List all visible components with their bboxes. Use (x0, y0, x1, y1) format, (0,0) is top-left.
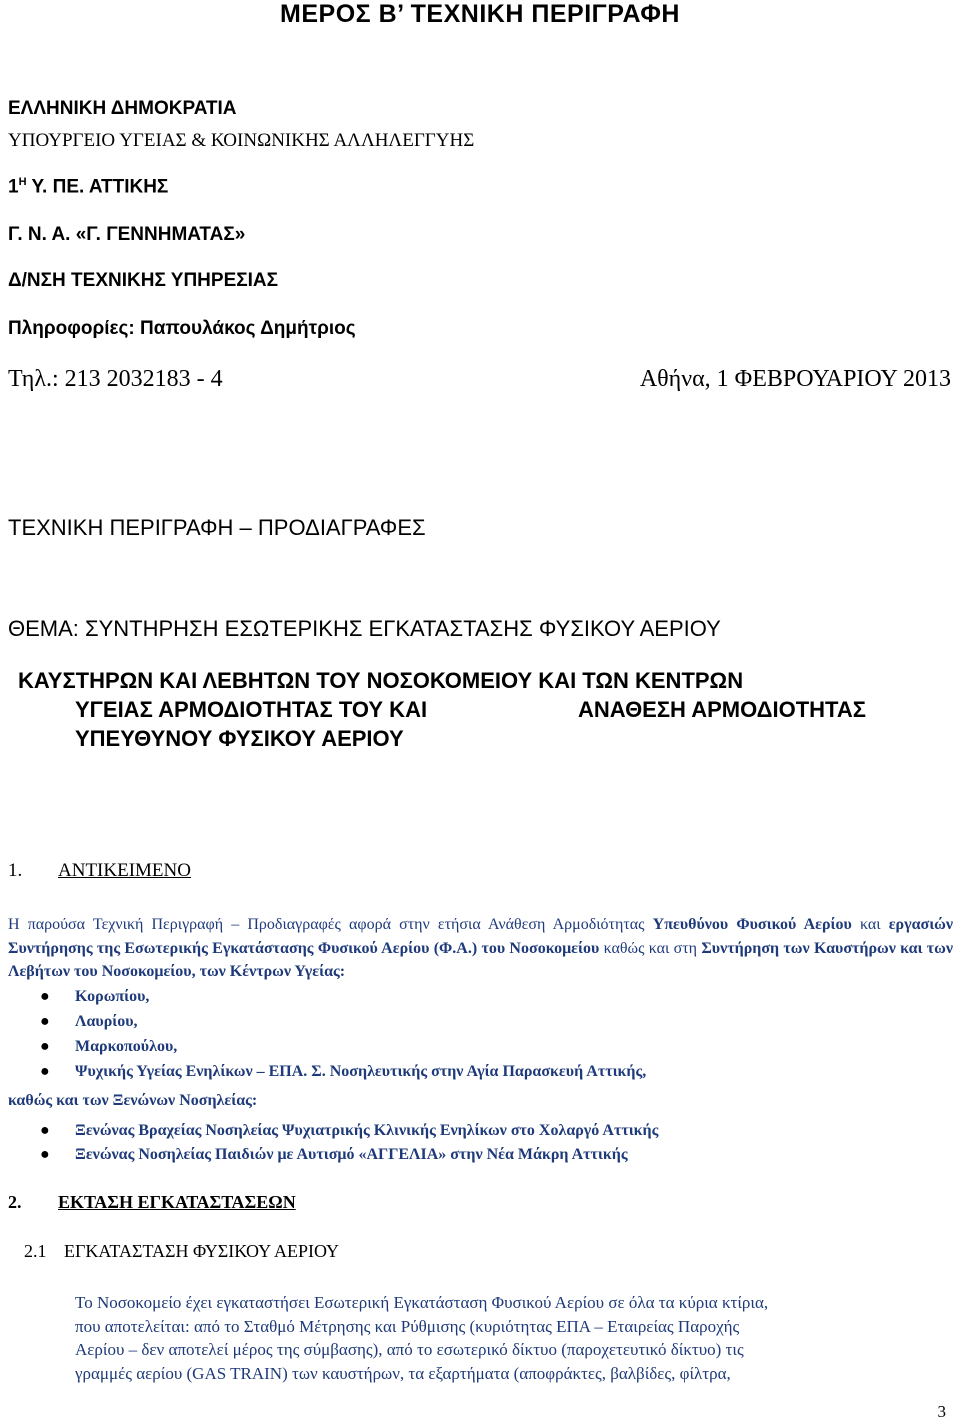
para-text-1: Η παρούσα Τεχνική Περιγραφή – Προδιαγραφές αφορά στην ετήσια Ανάθεση Αρμοδιότητας (8, 916, 645, 933)
subject-line-3b: ΑΝΑΘΕΣΗ ΑΡΜΟΔΙΟΤΗΤΑΣ (578, 697, 866, 722)
subject-line-3a: ΥΓΕΙΑΣ ΑΡΜΟΔΙΟΤΗΤΑΣ ΤΟΥ ΚΑΙ (75, 697, 428, 722)
department-header: Δ/ΝΣΗ ΤΕΧΝΙΚΗΣ ΥΠΗΡΕΣΙΑΣ (8, 270, 279, 291)
section-2-1-body (75, 1291, 935, 1385)
page-title: ΜΕΡΟΣ Β’ ΤΕΧΝΙΚΗ ΠΕΡΙΓΡΑΦΗ (280, 0, 680, 28)
section-2-1-title: ΕΓΚΑΤΑΣΤΑΣΗ ΦΥΣΙΚΟΥ ΑΕΡΙΟΥ (64, 1241, 340, 1261)
bullet-icon: ● (40, 1122, 50, 1139)
phone-line: Τηλ.: 213 2032183 - 4 (8, 366, 223, 392)
body-line: που αποτελείται: από το Σταθμό Μέτρησης και Ρύθμισης (κυριότητας ΕΠΑ – Εταιρείας Παροχής (75, 1316, 740, 1336)
ype-header (8, 176, 168, 198)
ministry-header: ΥΠΟΥΡΓΕΙΟ ΥΓΕΙΑΣ & ΚΟΙΝΩΝΙΚΗΣ ΑΛΛΗΛΕΓΓΥΗΣ (8, 130, 475, 151)
para-text-6: Συντήρηση των Καυστήρων και των Λεβήτων του Νοσοκομείου, των Κέντρων Υγείας: (8, 939, 953, 980)
republic-header: ΕΛΛΗΝΙΚΗ ΔΗΜΟΚΡΑΤΙΑ (8, 98, 237, 119)
para-text-2: Υπευθύνου Φυσικού Αερίου (652, 916, 852, 933)
ype-number: 1 (8, 176, 19, 198)
ype-superscript: Η (18, 176, 27, 188)
para-text-3: και (859, 916, 881, 933)
bullet-icon: ● (40, 1063, 50, 1080)
bullet-icon: ● (40, 1146, 50, 1163)
hostels-intro: καθώς και των Ξενώνων Νοσηλείας: (8, 1092, 258, 1109)
bullet-icon: ● (40, 988, 50, 1005)
ype-rest: Υ. ΠΕ. ΑΤΤΙΚΗΣ (26, 176, 169, 198)
bullet-icon: ● (40, 1038, 50, 1055)
subject-line-2: ΚΑΥΣΤΗΡΩΝ ΚΑΙ ΛΕΒΗΤΩΝ ΤΟΥ ΝΟΣΟΚΟΜΕΙΟΥ ΚΑΙ ΤΩΝ ΚΕΝΤΡΩΝ (18, 668, 744, 693)
hospital-header: Γ. Ν. Α. «Γ. ΓΕΝΝΗΜΑΤΑΣ» (8, 224, 246, 245)
para-text-4: εργασιών Συντήρησης της Εσωτερικής Εγκατάστασης Φυσικού Αερίου (Φ.Α.) του Νοσοκομείου (8, 916, 954, 957)
body-line: γραμμές αερίου (GAS TRAIN) των καυστήρων, τα εξαρτήματα (αποφράκτες, βαλβίδες, φίλτρα, (75, 1363, 731, 1383)
subject-line-4: ΥΠΕΥΘΥΝΟΥ ΦΥΣΙΚΟΥ ΑΕΡΙΟΥ (75, 726, 404, 751)
section-1-number: 1. (8, 860, 23, 881)
section-1-paragraph (8, 913, 953, 984)
date-line: Αθήνα, 1 ΦΕΒΡΟΥΑΡΙΟΥ 2013 (639, 366, 951, 392)
body-line: Το Νοσοκομείο έχει εγκαταστήσει Εσωτερική Εγκατάσταση Φυσικού Αερίου σε όλα τα κύρια κτίρια, (75, 1293, 769, 1312)
section-2-number: 2. (8, 1192, 22, 1212)
section-1-title: ΑΝΤΙΚΕΙΜΕΝΟ (58, 860, 191, 881)
subject-line-1: ΘΕΜΑ: ΣΥΝΤΗΡΗΣΗ ΕΣΩΤΕΡΙΚΗΣ ΕΓΚΑΤΑΣΤΑΣΗΣ ΦΥΣΙΚΟΥ ΑΕΡΙΟΥ (8, 616, 721, 641)
bullet-icon: ● (40, 1013, 50, 1030)
body-line: Αερίου – δεν αποτελεί μέρος της σύμβασης), από το εσωτερικό δίκτυο (παροχετευτικό δίκτυο) τις (75, 1340, 744, 1359)
section-2-1-number: 2.1 (24, 1241, 47, 1261)
document-heading: ΤΕΧΝΙΚΗ ΠΕΡΙΓΡΑΦΗ – ΠΡΟΔΙΑΓΡΑΦΕΣ (8, 515, 426, 540)
info-header: Πληροφορίες: Παπουλάκος Δημήτριος (8, 318, 356, 339)
page-number: 3 (937, 1402, 946, 1421)
para-text-5: καθώς και στη (603, 939, 698, 957)
section-2-title: ΕΚΤΑΣΗ ΕΓΚΑΤΑΣΤΑΣΕΩΝ (58, 1192, 296, 1212)
